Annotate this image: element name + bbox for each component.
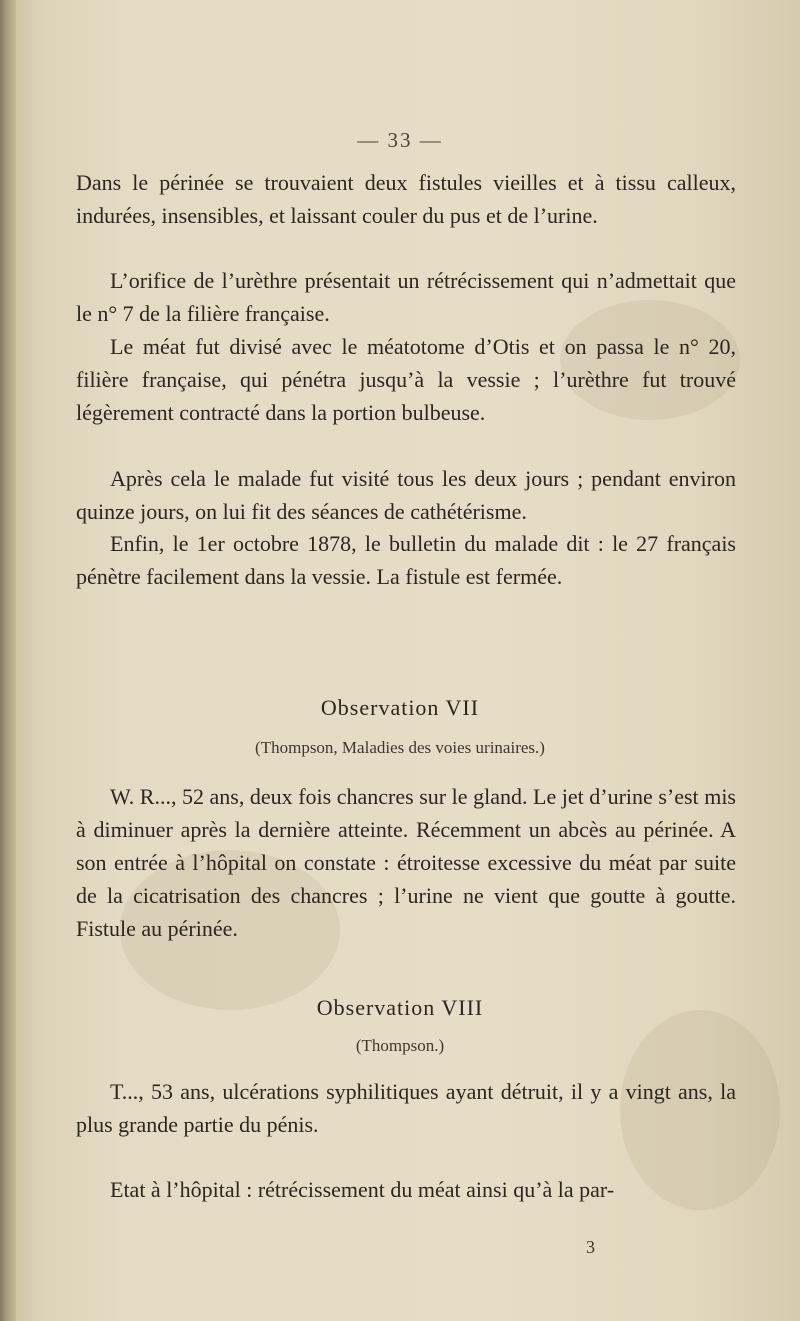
observation-text: W. R..., 52 ans, deux fois chancres sur le gland. Le jet d’urine s’est mis à diminuer après la dernière atteinte. Récemment un abcès au périnée. A son entrée à l’hôpital on constate : étroitesse excessive du méat par suite de la cicatrisation des chancres ; l’urine ne vient que goutte à goutte. Fistule au périnée. xyxy=(76,784,736,941)
observation-source: (Thompson, Maladies des voies urinaires.) xyxy=(255,738,545,757)
observation-text: Etat à l’hôpital : rétrécissement du méat ainsi qu’à la par- xyxy=(110,1177,615,1202)
observation-title: Observation VIII xyxy=(316,995,484,1020)
paragraph: Après cela le malade fut visité tous les deux jours ; pendant environ quinze jours, on lui fit des séances de cathétérisme. xyxy=(76,466,736,524)
page-number-header: — 33 — xyxy=(357,128,443,152)
paragraph: Enfin, le 1er octobre 1878, le bulletin du malade dit : le 27 français pénètre facilement dans la vessie. La fistule est fermée. xyxy=(76,531,736,589)
observation-text: T..., 53 ans, ulcérations syphilitiques ayant détruit, il y a vingt ans, la plus grande partie du pénis. xyxy=(76,1079,736,1137)
paragraph: Dans le périnée se trouvaient deux fistules vieilles et à tissu calleux, indurées, insensibles, et laissant couler du pus et de l’urine. xyxy=(76,170,736,228)
observation-source: (Thompson.) xyxy=(355,1036,445,1055)
paragraph: L’orifice de l’urèthre présentait un rétrécissement qui n’admettait que le n° 7 de la filière française. xyxy=(76,268,736,326)
observation-title: Observation VII xyxy=(320,695,480,720)
book-spine-shadow xyxy=(0,0,16,1321)
signature-mark: 3 xyxy=(586,1237,595,1257)
paragraph: Le méat fut divisé avec le méatotome d’Otis et on passa le n° 20, filière française, qui pénétra jusqu’à la vessie ; l’urèthre fut trouvé légèrement contracté dans la portion bulbeuse. xyxy=(76,334,736,425)
